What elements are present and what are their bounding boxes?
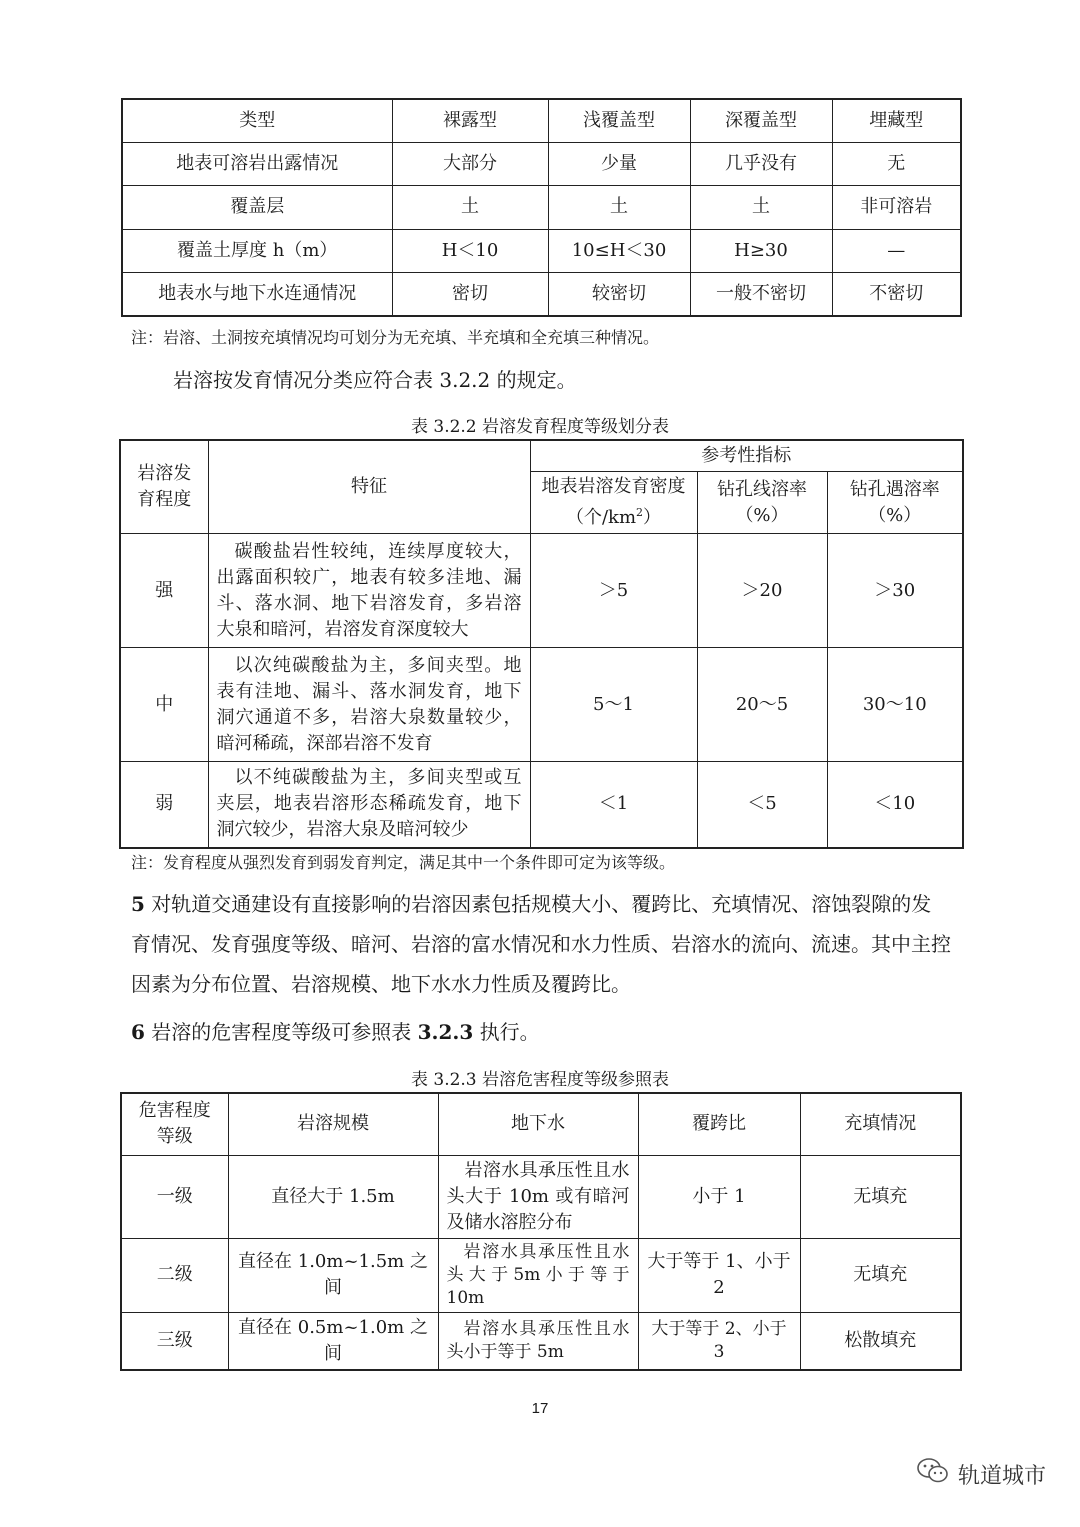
table-cell: 松散填充 <box>800 1312 961 1370</box>
table-row <box>120 762 963 848</box>
karst-development-table <box>119 439 964 849</box>
table-cell: 大部分 <box>392 142 548 185</box>
table-header-cell: 钻孔线溶率（%） <box>697 472 827 534</box>
table-cell: 中 <box>120 648 208 762</box>
table-cell: 10≤H＜30 <box>548 229 690 272</box>
table-cell: ＜10 <box>827 762 963 848</box>
table-cell: 不密切 <box>832 272 961 316</box>
table-cell: 土 <box>392 185 548 229</box>
density-header-text: 地表岩溶发育密度（个/km <box>541 476 686 528</box>
table-header-cell <box>530 472 697 534</box>
table-cell: 土 <box>690 185 832 229</box>
table-ref: 3.2.3 <box>417 1020 474 1044</box>
table-cell: 覆盖层 <box>122 185 392 229</box>
table-cell: 30～10 <box>827 648 963 762</box>
table-header-cell: 覆跨比 <box>638 1093 800 1155</box>
paragraph-6 <box>131 1012 951 1052</box>
table-cell: 弱 <box>120 762 208 848</box>
table-cell: 直径在 0.5m~1.0m 之间 <box>228 1312 438 1370</box>
table-row <box>122 272 961 316</box>
table-cell: ＜5 <box>697 762 827 848</box>
paragraph-text: 岩溶的危害程度等级可参照表 <box>144 1020 418 1044</box>
table-cell: 一级 <box>121 1155 228 1238</box>
table-cell: 大于等于 2、小于 3 <box>638 1312 800 1370</box>
table-cell: ＞5 <box>530 534 697 648</box>
paragraph-number: 5 <box>131 892 145 916</box>
table-cell: — <box>832 229 961 272</box>
table-cell: 强 <box>120 534 208 648</box>
table-header-cell: 特征 <box>208 440 530 534</box>
table-cell: 三级 <box>121 1312 228 1370</box>
table-row <box>121 1155 961 1238</box>
table-cell: 岩溶水具承压性且水头大于5m小于等于10m <box>438 1238 638 1312</box>
table-cell: 无填充 <box>800 1238 961 1312</box>
table-row <box>121 1312 961 1370</box>
paragraph-5 <box>131 884 951 1004</box>
density-header-end: ） <box>643 507 662 528</box>
table-cell: 岩溶水具承压性且水头大于 10m 或有暗河及储水溶腔分布 <box>438 1155 638 1238</box>
table-cell: 碳酸盐岩性较纯，连续厚度较大，出露面积较广，地表有较多洼地、漏斗、落水洞、地下岩溶发育，多岩溶大泉和暗河，岩溶发育深度较大 <box>208 534 530 648</box>
table-cell: 地表可溶岩出露情况 <box>122 142 392 185</box>
table-cell: 密切 <box>392 272 548 316</box>
table-note: 注：岩溶、土洞按充填情况均可划分为无充填、半充填和全充填三种情况。 <box>131 328 660 347</box>
table-cell: 地表水与地下水连通情况 <box>122 272 392 316</box>
table-note: 注：发育程度从强烈发育到弱发育判定，满足其中一个条件即可定为该等级。 <box>131 853 676 872</box>
karst-hazard-table <box>120 1092 962 1371</box>
table-header-cell: 岩溶规模 <box>228 1093 438 1155</box>
paragraph-text: 执行。 <box>473 1020 540 1044</box>
table-row <box>120 648 963 762</box>
table-cell: 非可溶岩 <box>832 185 961 229</box>
table-header-cell: 危害程度等级 <box>121 1093 228 1155</box>
page-number: 17 <box>531 1400 549 1417</box>
table-cell: H＜10 <box>392 229 548 272</box>
table-cell: 小于 1 <box>638 1155 800 1238</box>
table-cell: 土 <box>548 185 690 229</box>
paragraph-number: 6 <box>131 1020 145 1044</box>
table-row <box>121 1238 961 1312</box>
table-cell: 大于等于 1、小于 2 <box>638 1238 800 1312</box>
table-header-row <box>121 1093 961 1155</box>
table-cell: 直径大于 1.5m <box>228 1155 438 1238</box>
watermark <box>916 1456 1046 1492</box>
table-cell: 20～5 <box>697 648 827 762</box>
table-cell: 覆盖土厚度 h（m） <box>122 229 392 272</box>
watermark-text: 轨道城市 <box>957 1462 1046 1488</box>
table-header-cell: 参考性指标 <box>530 440 963 472</box>
table-header-cell: 岩溶发育程度 <box>120 440 208 534</box>
table-caption: 表 3.2.3 岩溶危害程度等级参照表 <box>410 1070 670 1090</box>
table-cell: 直径在 1.0m~1.5m 之间 <box>228 1238 438 1312</box>
table-cell: 少量 <box>548 142 690 185</box>
table-cell: ＞30 <box>827 534 963 648</box>
table-cell: 5～1 <box>530 648 697 762</box>
table-cell: ＞20 <box>697 534 827 648</box>
paragraph: 岩溶按发育情况分类应符合表 3.2.2 的规定。 <box>173 368 577 392</box>
density-header-sup: 2 <box>636 506 644 519</box>
table-header-cell: 类型 <box>122 99 392 142</box>
table-cell: 岩溶水具承压性且水头小于等于 5m <box>438 1312 638 1370</box>
table-row <box>120 534 963 648</box>
table-row <box>122 142 961 185</box>
table-header-cell: 地下水 <box>438 1093 638 1155</box>
table-header-row <box>122 99 961 142</box>
table-cell: 一般不密切 <box>690 272 832 316</box>
table-header-cell: 埋藏型 <box>832 99 961 142</box>
table-cell: 以不纯碳酸盐为主，多间夹型或互夹层，地表岩溶形态稀疏发育，地下洞穴较少，岩溶大泉及暗河较少 <box>208 762 530 848</box>
table-header-cell: 充填情况 <box>800 1093 961 1155</box>
table-caption: 表 3.2.2 岩溶发育程度等级划分表 <box>410 417 670 437</box>
table-cell: 几乎没有 <box>690 142 832 185</box>
wechat-icon <box>916 1456 950 1492</box>
table-row <box>122 185 961 229</box>
table-row <box>122 229 961 272</box>
table-header-cell: 浅覆盖型 <box>548 99 690 142</box>
table-cell: 无填充 <box>800 1155 961 1238</box>
table-cell: ＜1 <box>530 762 697 848</box>
table-header-cell: 深覆盖型 <box>690 99 832 142</box>
table-cell: H≥30 <box>690 229 832 272</box>
table-cell: 较密切 <box>548 272 690 316</box>
table-header-cell: 裸露型 <box>392 99 548 142</box>
table-cell: 无 <box>832 142 961 185</box>
table-header-cell: 钻孔遇溶率（%） <box>827 472 963 534</box>
paragraph-text: 对轨道交通建设有直接影响的岩溶因素包括规模大小、覆跨比、充填情况、溶蚀裂隙的发育情况、发育强度等级、暗河、岩溶的富水情况和水力性质、岩溶水的流向、流速。其中主控因素为分布位置、岩溶规模、地下水水力性质及覆跨比。 <box>131 892 951 996</box>
table-cell: 二级 <box>121 1238 228 1312</box>
table-cell: 以次纯碳酸盐为主，多间夹型。地表有洼地、漏斗、落水洞发育，地下洞穴通道不多，岩溶大泉数量较少，暗河稀疏，深部岩溶不发育 <box>208 648 530 762</box>
karst-type-table <box>121 98 962 317</box>
